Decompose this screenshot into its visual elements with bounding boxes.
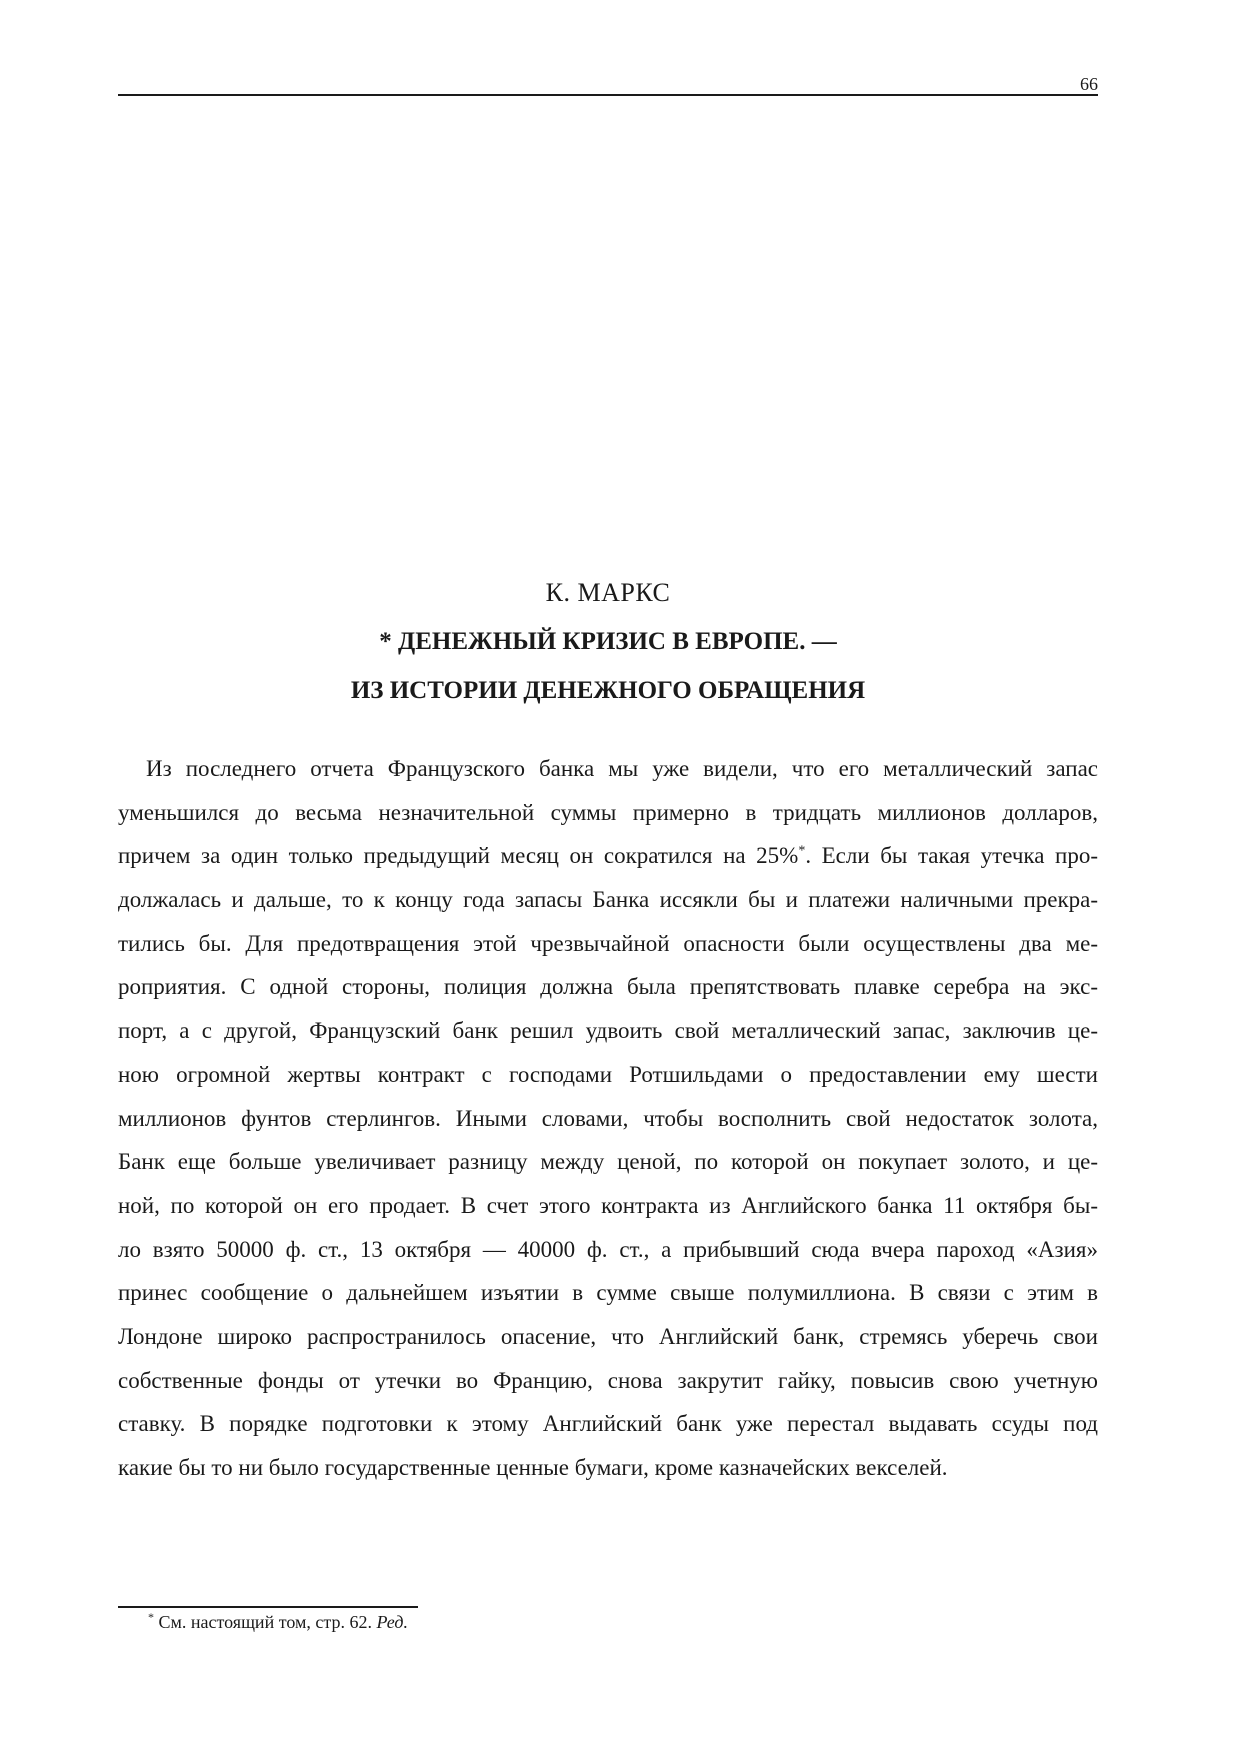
footnote — [148, 1610, 1048, 1634]
body-line: ло взято 50000 ф. ст., 13 октября — 40000 ф. ст., а прибывший сюда вчера пароход «Азия» — [118, 1236, 1098, 1262]
body-line-part: . Если бы такая утечка про- — [805, 843, 1098, 869]
footnote-rule — [118, 1606, 418, 1608]
body-line: ной, по которой он его продает. В счет этого контракта из Английского банка 11 октября бы- — [118, 1192, 1098, 1218]
header-rule — [118, 94, 1098, 96]
article-title-line-1: * ДЕНЕЖНЫЙ КРИЗИС В ЕВРОПЕ. — — [379, 628, 837, 655]
body-line: Из последнего отчета Французского банка мы уже видели, что его металлический запас — [146, 756, 1098, 781]
page-number: 66 — [1080, 74, 1098, 94]
body-line: уменьшился до весьма незначительной суммы примерно в тридцать миллионов долларов, — [118, 799, 1098, 825]
article-body — [118, 747, 1098, 1490]
body-line: должалась и дальше, то к концу года запасы Банка иссякли бы и платежи наличными прекра- — [118, 887, 1098, 913]
body-line: тились бы. Для предотвращения этой чрезвычайной опасности были осуществлены два ме- — [118, 930, 1098, 956]
body-line-part: причем за один только предыдущий месяц он сократился на 25% — [118, 843, 799, 869]
footnote-text: См. настоящий том, стр. 62. — [154, 1612, 377, 1632]
body-line: роприятия. С одной стороны, полиция должна была препятствовать плавке серебра на экс- — [118, 974, 1098, 1000]
body-line: какие бы то ни было государственные ценные бумаги, кроме казначейских векселей. — [118, 1455, 948, 1480]
article-author: К. МАРКС — [545, 578, 671, 607]
article-title-line-2: ИЗ ИСТОРИИ ДЕНЕЖНОГО ОБРАЩЕНИЯ — [350, 677, 866, 704]
body-line — [118, 834, 1098, 878]
body-line: принес сообщение о дальнейшем изъятии в сумме свыше полумиллиона. В связи с этим в — [118, 1280, 1098, 1306]
footnote-reference[interactable]: * — [798, 843, 806, 859]
body-line: Банк еще больше увеличивает разницу между ценой, по которой он покупает золото, и це- — [118, 1149, 1098, 1175]
footnote-editor-mark: Ред. — [376, 1612, 408, 1632]
body-line: ставку. В порядке подготовки к этому Английский банк уже перестал выдавать ссуды под — [118, 1411, 1098, 1437]
body-line: ною огромной жертвы контракт с господами Ротшильдами о предоставлении ему шести — [118, 1061, 1098, 1087]
footnote-marker: * — [148, 1610, 154, 1624]
body-line: Лондоне широко распространилось опасение, что Английский банк, стремясь уберечь свои — [118, 1323, 1098, 1349]
body-line: миллионов фунтов стерлингов. Иными словами, чтобы восполнить свой недостаток золота, — [118, 1105, 1098, 1131]
body-line: порт, а с другой, Французский банк решил удвоить свой металлический запас, заключив це- — [118, 1018, 1098, 1044]
body-line: собственные фонды от утечки во Францию, снова закрутит гайку, повысив свою учетную — [118, 1367, 1098, 1393]
